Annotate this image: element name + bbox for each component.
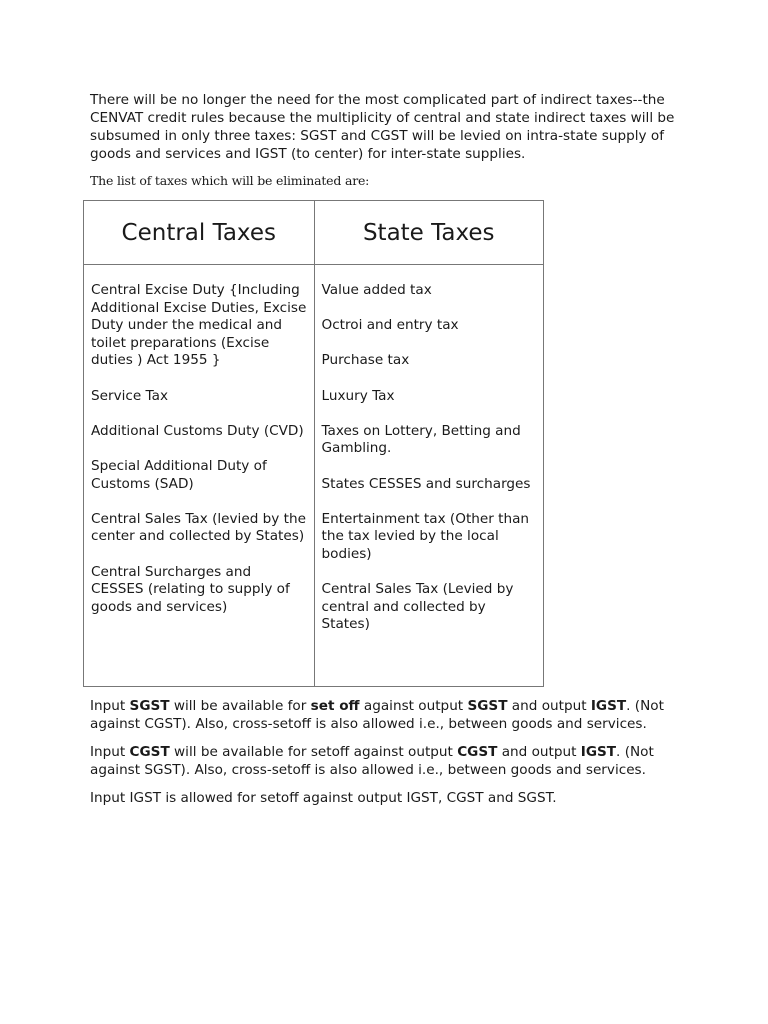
para-bold: set off (310, 698, 360, 714)
igst-setoff-paragraph: Input IGST is allowed for setoff against output IGST, CGST and SGST. (90, 790, 557, 806)
para-bold: CGST (457, 744, 498, 760)
para-text: Input (90, 744, 130, 760)
para-bold: SGST (467, 698, 508, 714)
central-tax-item: Special Additional Duty of Customs (SAD) (91, 457, 267, 492)
state-tax-item: Purchase tax (321, 352, 410, 369)
state-tax-item: Luxury Tax (321, 387, 395, 404)
central-tax-item: Central Excise Duty {Including Additional Excise Duties, Excise Duty under the medical and toilet preparations (Excise duties ) Act 1955 } (91, 282, 307, 369)
para-text: . (Not against SGST). Also, cross-setoff is also allowed i.e., between goods and services. (90, 744, 654, 778)
para-text: and output (507, 698, 591, 714)
sgst-setoff-paragraph (90, 697, 690, 733)
state-taxes-cell (314, 265, 544, 687)
table-header-row (84, 201, 544, 265)
para-text: . (Not against CGST). Also, cross-setoff is also allowed i.e., between goods and services. (90, 698, 664, 732)
state-tax-item: Central Sales Tax (Levied by central and collected by States) (321, 581, 514, 633)
state-tax-item: Entertainment tax (Other than the tax levied by the local bodies) (321, 510, 530, 562)
central-tax-item: Service Tax (91, 387, 168, 404)
central-taxes-cell (84, 265, 315, 687)
para-bold: IGST (580, 744, 617, 760)
central-tax-item: Central Surcharges and CESSES (relating to supply of goods and services) (91, 563, 290, 615)
para-text: and output (497, 744, 581, 760)
state-tax-item: Taxes on Lottery, Betting and Gambling. (321, 422, 521, 457)
central-tax-item: Central Sales Tax (levied by the center and collected by States) (91, 510, 306, 545)
header-state-taxes: State Taxes (314, 201, 544, 265)
para-text: will be available for setoff against output (169, 744, 458, 760)
para-text: against output (359, 698, 468, 714)
central-tax-item: Additional Customs Duty (CVD) (91, 422, 304, 439)
taxes-table (83, 200, 544, 687)
intro-paragraph: There will be no longer the need for the most complicated part of indirect taxes--the CENVAT credit rules because the multiplicity of central and state indirect taxes will be subsumed in only three taxes: SGST and CGST will be levied on intra-state supply of goods and services and IGST (to center) for inter-state supplies. (90, 92, 675, 162)
table-body-row (84, 265, 544, 687)
cgst-setoff-paragraph (90, 743, 690, 779)
state-tax-item: Octroi and entry tax (321, 317, 459, 334)
para-bold: IGST (590, 698, 627, 714)
header-central-taxes: Central Taxes (84, 201, 315, 265)
state-tax-item: States CESSES and surcharges (321, 475, 531, 492)
state-tax-item: Value added tax (321, 282, 432, 298)
list-caption: The list of taxes which will be eliminated are: (90, 173, 370, 188)
para-bold: CGST (129, 744, 170, 760)
para-text: Input (90, 698, 130, 714)
para-text: will be available for (169, 698, 311, 714)
para-bold: SGST (129, 698, 170, 714)
